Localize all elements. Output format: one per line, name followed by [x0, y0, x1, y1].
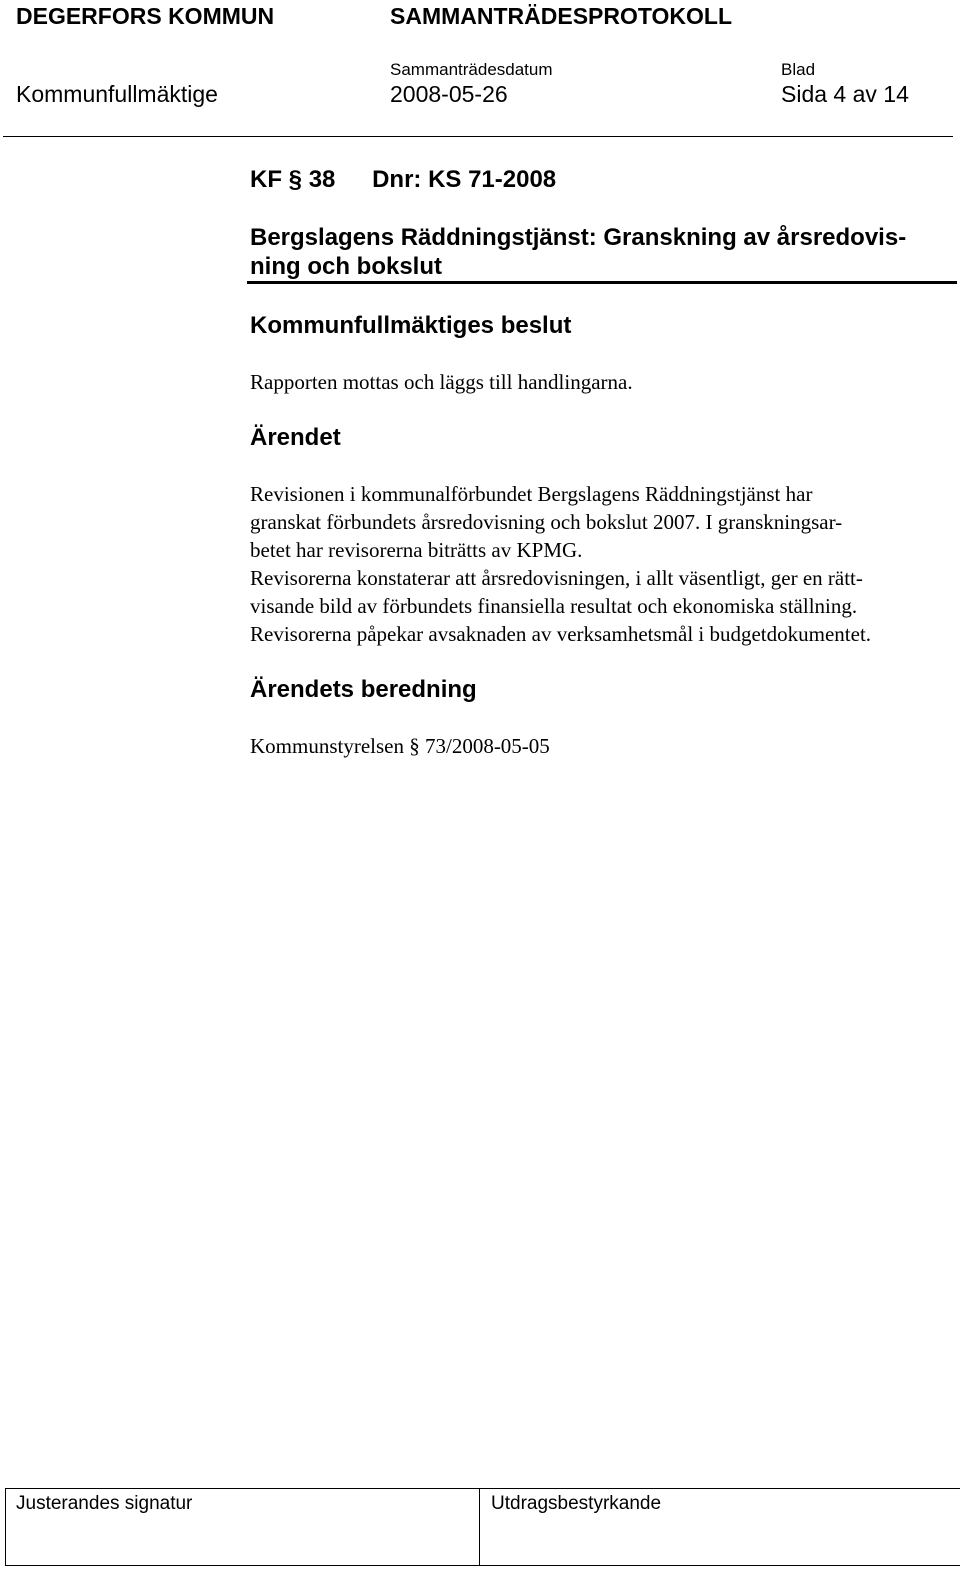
paragraph-prefix: KF [250, 166, 282, 193]
decision-heading: Kommunfullmäktiges beslut [250, 312, 572, 339]
footer-signature-box [5, 1488, 960, 1566]
matter-line: visande bild av förbundets finansiella resultat och ekonomiska ställning. [250, 594, 858, 618]
preparation-heading: Ärendets beredning [250, 676, 477, 703]
subject-line: Bergslagens Räddningstjänst: Granskning av årsredovis- [250, 224, 907, 251]
matter-line: Revisorerna påpekar avsaknaden av verksamhetsmål i budgetdokumentet. [250, 622, 872, 646]
matter-line: granskat förbundets årsredovisning och bokslut 2007. I granskningsar- [250, 510, 843, 534]
header-divider [3, 136, 953, 137]
matter-text [250, 480, 871, 648]
page-label: Blad [781, 60, 816, 79]
page-number: Sida 4 av 14 [781, 81, 909, 107]
matter-heading: Ärendet [250, 424, 341, 451]
date-label: Sammanträdesdatum [390, 60, 553, 79]
document-type: SAMMANTRÄDESPROTOKOLL [390, 3, 733, 29]
signature-label: Justerandes signatur [16, 1493, 193, 1514]
organization-name: DEGERFORS KOMMUN [16, 3, 275, 29]
meeting-date: 2008-05-26 [390, 81, 508, 107]
footer-divider [479, 1489, 480, 1565]
body-name: Kommunfullmäktige [16, 81, 218, 107]
matter-line: betet har revisorerna biträtts av KPMG. [250, 538, 583, 562]
paragraph-title [250, 166, 556, 194]
matter-line: Revisorerna konstaterar att årsredovisningen, i allt väsentligt, ger en rätt- [250, 566, 863, 590]
subject-divider [247, 281, 957, 284]
case-number: Dnr: KS 71-2008 [372, 166, 557, 193]
certified-label: Utdragsbestyrkande [491, 1493, 662, 1514]
matter-line: Revisionen i kommunalförbundet Bergslagens Räddningstjänst har [250, 482, 813, 506]
paragraph-number: 38 [308, 166, 336, 193]
preparation-reference: Kommunstyrelsen § 73/2008-05-05 [250, 734, 550, 758]
subject-line: ning och bokslut [250, 253, 442, 280]
section-symbol: § [288, 166, 303, 193]
decision-text: Rapporten mottas och läggs till handlingarna. [250, 370, 633, 394]
subject-heading [250, 223, 940, 281]
